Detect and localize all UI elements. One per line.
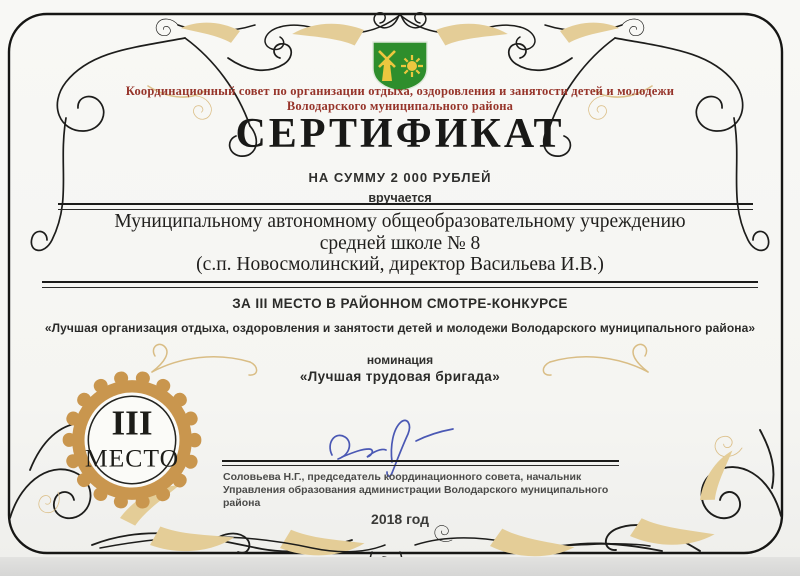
place-word: МЕСТО <box>84 443 180 473</box>
recipient-line-3: (с.п. Новосмолинский, директор Васильева И.В.) <box>196 254 604 275</box>
amount-line: НА СУММУ 2 000 РУБЛЕЙ <box>308 170 492 185</box>
signature-caption-line-2: Управления образования администрации Володарского муниципального <box>223 484 609 496</box>
issuer-line-2: Володарского муниципального района <box>286 99 514 113</box>
signature-caption-line-3: района <box>223 497 261 509</box>
divider-line-top <box>58 203 753 210</box>
signature-line <box>222 460 619 466</box>
signature-caption-line-1: Соловьева Н.Г., председатель координационного совета, начальник <box>223 471 582 483</box>
certificate-title: СЕРТИФИКАТ <box>235 111 565 157</box>
nomination-value: «Лучшая трудовая бригада» <box>299 369 501 384</box>
place-badge <box>56 364 208 516</box>
divider-line-bottom <box>42 281 758 288</box>
signature-caption <box>223 471 643 510</box>
award-line: ЗА III МЕСТО В РАЙОННОМ СМОТРЕ-КОНКУРСЕ <box>232 296 568 311</box>
issuer-line-1: Координационный совет по организации отдыха, оздоровления и занятости детей и молодежи <box>125 84 675 98</box>
contest-name: «Лучшая организация отдыха, оздоровления и занятости детей и молодежи Володарского муниципального района» <box>44 321 756 335</box>
presented-label: вручается <box>368 191 432 205</box>
scanner-edge <box>0 557 800 576</box>
recipient-name <box>0 211 800 276</box>
recipient-line-1: Муниципальному автономному общеобразовательному учреждению <box>114 211 686 232</box>
nomination-label: номинация <box>366 353 434 367</box>
place-numeral: III <box>111 403 153 443</box>
year-label: 2018 год <box>371 511 429 527</box>
recipient-line-2: средней школе № 8 <box>319 232 481 254</box>
